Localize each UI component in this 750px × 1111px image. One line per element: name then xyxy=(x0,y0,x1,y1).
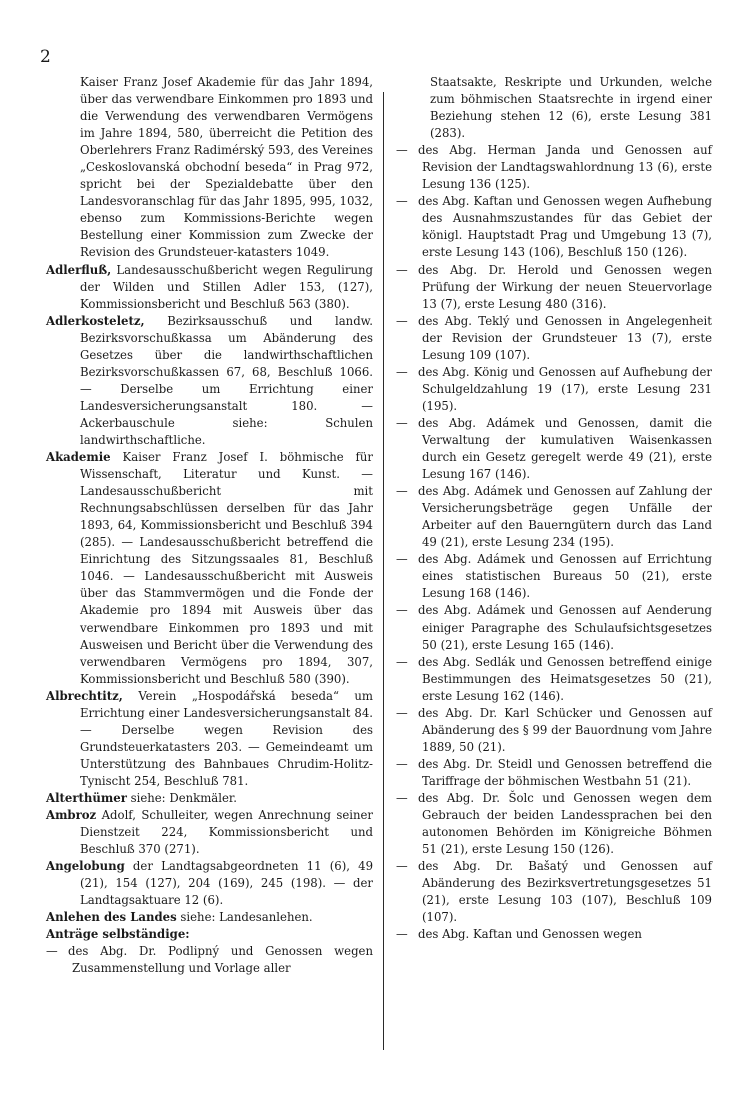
sub-entry xyxy=(396,654,712,705)
index-entry-adlerkostelets xyxy=(46,313,373,449)
entry-text: Bezirksausschuß und landw. Bezirksvorschußkassa um Abänderung des Gesetzes über die landwirthschaftlichen Bezirksvorschußkassen 67, 68, Beschluß 1066. — Derselbe um Errichtung einer Landesversicherungsanstalt 180. — Ackerbauschule siehe: Schulen landwirthschaftliche. xyxy=(80,313,374,447)
entry-text: siehe: Denkmäler. xyxy=(130,790,237,805)
index-entry-ambroz xyxy=(46,807,373,858)
sub-entry xyxy=(396,756,712,790)
dash-mark: — xyxy=(396,654,408,669)
sub-entry-text: des Abg. Adámek und Genossen auf Zahlung der Versicherungsbeträge gegen Unfälle der Arbeiter auf den Bauerngütern durch das Land 49 (21), erste Lesung 234 (195). xyxy=(418,484,712,550)
index-entry-anlehen xyxy=(46,909,373,926)
sub-entry-text: des Abg. Kaftan und Genossen wegen Aufhebung des Ausnahmszustandes für das Gebiet der königl. Hauptstadt Prag und Umgebung 13 (7), erste Lesung 143 (106), Beschluß 150 (126). xyxy=(418,194,712,260)
sub-entry xyxy=(396,364,712,415)
entry-heading: Angelobung xyxy=(46,859,125,874)
dash-mark: — xyxy=(396,143,408,158)
entry-text: Landesausschußbericht wegen Regulirung der Wilden und Stillen Adler 153, (127), Kommissionsbericht und Beschluß 563 (380). xyxy=(80,262,373,311)
sub-entry xyxy=(396,551,712,602)
dash-mark: — xyxy=(396,364,408,379)
dash-mark: — xyxy=(396,552,408,567)
sub-entry xyxy=(396,313,712,364)
continued-entry-text: Kaiser Franz Josef Akademie für das Jahr 1894, über das verwendbare Einkommen pro 1893 und die Verwendung des verwendbaren Vermögens im Jahre 1894, 580, überreicht die Petition des Oberlehrers Franz Radimérský 593, des Vereines „Ceskoslovanská obchodní beseda“ in Prag 972, spricht bei der Spezialdebatte über den Landesvoranschlag für das Jahr 1895, 995, 1032, ebenso zum Kommissions-Berichte wegen Bestellung einer Kommission zum Zwecke der Revision des Grundsteuer-katasters 1049. xyxy=(80,75,373,260)
sub-entry-text: des Abg. Adámek und Genossen auf Aenderung einiger Paragraphe des Schulaufsichtsgesetzes 50 (21), erste Lesung 165 (146). xyxy=(418,603,712,652)
sub-entry-text: des Abg. Dr. Herold und Genossen wegen Prüfung der Wirkung der neuen Steuervorlage 13 (7), erste Lesung 480 (316). xyxy=(418,262,712,311)
entry-heading: Anlehen des Landes xyxy=(46,910,177,925)
index-entry-adlerfluss xyxy=(46,262,373,313)
sub-entry-text: des Abg. Teklý und Genossen in Angelegenheit der Revision der Grundsteuer 13 (7), erste Lesung 109 (107). xyxy=(418,313,712,362)
sub-entry xyxy=(396,926,712,943)
entry-heading: Ambroz xyxy=(46,808,97,823)
entry-text: Adolf, Schulleiter, wegen Anrechnung seiner Dienstzeit 224, Kommissionsbericht und Beschluß 370 (271). xyxy=(80,808,374,857)
entry-text: der Landtagsabgeordneten 11 (6), 49 (21), 154 (127), 204 (169), 245 (198). — der Landtagsaktuare 12 (6). xyxy=(80,859,374,908)
sub-entry-text: des Abg. Adámek und Genossen auf Errichtung eines statistischen Bureaus 50 (21), erste Lesung 168 (146). xyxy=(418,552,712,601)
continued-entry-text: Staatsakte, Reskripte und Urkunden, welche zum böhmischen Staatsrechte in irgend einer Beziehung stehen 12 (6), erste Lesung 381 (283). xyxy=(430,75,712,141)
sub-entry-text: des Abg. Dr. Podlipný und Genossen wegen Zusammenstellung und Vorlage aller xyxy=(68,944,373,976)
entry-heading: Akademie xyxy=(46,450,111,465)
entry-heading: Alterthümer xyxy=(46,790,127,805)
dash-mark: — xyxy=(396,705,408,720)
sub-entry xyxy=(396,142,712,193)
index-entry-akademie xyxy=(46,449,373,688)
sub-entry xyxy=(396,705,712,756)
index-entry-angelobung xyxy=(46,858,373,909)
sub-entry-list xyxy=(396,142,712,943)
dash-mark: — xyxy=(396,262,408,277)
sub-entry-text: des Abg. Adámek und Genossen, damit die Verwaltung der kumulativen Waisenkassen durch ein Gesetz geregelt werde 49 (21), erste Lesung 167 (146). xyxy=(418,415,712,482)
dash-mark: — xyxy=(396,484,408,499)
page-number: 2 xyxy=(40,47,51,67)
dash-mark: — xyxy=(396,313,408,328)
sub-entry-text: des Abg. Kaftan und Genossen wegen xyxy=(418,927,642,942)
entry-text: Kaiser Franz Josef I. böhmische für Wissenschaft, Literatur und Kunst. — Landesausschußbericht mit Rechnungsabschlüssen derselben für das Jahr 1893, 64, Kommissionsbericht und Beschluß 394 (285). — Landesausschußbericht betreffend die Einrichtung des Sitzungssaales 81, Beschluß 1046. — Landesausschußbericht mit Ausweis über das Stammvermögen und die Fonde der Akademie pro 1894 mit Ausweis über das verwendbare Einkommen pro 1893 und mit Ausweisen und Bericht über die Verwendung des verwendbaren Vermögens pro 1894, 307, Kommissionsbericht und Beschluß 580 (390). xyxy=(80,450,373,686)
left-column xyxy=(46,74,373,977)
sub-entry-text: des Abg. Herman Janda und Genossen auf Revision der Landtagswahlordnung 13 (6), erste Lesung 136 (125). xyxy=(418,143,712,192)
index-entry-alterthuemer xyxy=(46,790,373,807)
sub-entry-text: des Abg. Dr. Karl Schücker und Genossen auf Abänderung des § 99 der Bauordnung vom Jahre 1889, 50 (21). xyxy=(418,705,712,754)
dash-mark: — xyxy=(396,756,408,771)
entry-heading: Anträge selbständige: xyxy=(46,927,190,942)
entry-heading: Albrechtitz, xyxy=(46,688,123,703)
index-entry-albrechtitz xyxy=(46,688,373,790)
sub-entry xyxy=(396,858,712,926)
dash-mark: — xyxy=(46,944,58,959)
sub-entry-text: des Abg. Sedlák und Genossen betreffend einige Bestimmungen des Heimatsgesetzes 50 (21), erste Lesung 162 (146). xyxy=(418,654,712,703)
sub-entry-text: des Abg. Dr. Šolc und Genossen wegen dem Gebrauch der beiden Landessprachen bei den autonomen Behörden im Königreiche Böhmen 51 (21), erste Lesung 150 (126). xyxy=(418,790,712,857)
sub-entry xyxy=(46,943,373,977)
index-entry-antraege xyxy=(46,926,373,943)
entry-text: siehe: Landesanlehen. xyxy=(180,910,313,925)
sub-entry xyxy=(396,483,712,551)
sub-entry xyxy=(396,415,712,483)
entry-heading: Adlerfluß, xyxy=(46,262,112,277)
dash-mark: — xyxy=(396,790,408,805)
right-column xyxy=(396,74,712,943)
dash-mark: — xyxy=(396,927,408,942)
sub-entry-text: des Abg. Dr. Bašatý und Genossen auf Abänderung des Bezirksvertretungsgesetzes 51 (21), erste Lesung 103 (107), Beschluß 109 (107). xyxy=(418,859,712,925)
dash-mark: — xyxy=(396,859,408,874)
column-divider xyxy=(383,92,384,1050)
dash-mark: — xyxy=(396,194,408,209)
sub-entry xyxy=(396,193,712,261)
dash-mark: — xyxy=(396,415,408,430)
dash-mark: — xyxy=(396,603,408,618)
sub-entry xyxy=(396,262,712,313)
entry-heading: Adlerkosteletz, xyxy=(46,313,145,328)
entry-text: Verein „Hospodářská beseda“ um Errichtung einer Landesversicherungsanstalt 84. — Derselbe wegen Revision des Grundsteuerkatasters 203. — Gemeindeamt um Unterstützung des Bahnbaues Chrudim-Holitz-Tynischt 254, Beschluß 781. xyxy=(80,688,373,788)
sub-entry xyxy=(396,602,712,653)
sub-entry-text: des Abg. König und Genossen auf Aufhebung der Schulgeldzahlung 19 (17), erste Lesung 231 (195). xyxy=(418,364,712,413)
sub-entry xyxy=(396,790,712,858)
sub-entry-text: des Abg. Dr. Steidl und Genossen betreffend die Tariffrage der böhmischen Westbahn 51 (21). xyxy=(418,756,712,788)
